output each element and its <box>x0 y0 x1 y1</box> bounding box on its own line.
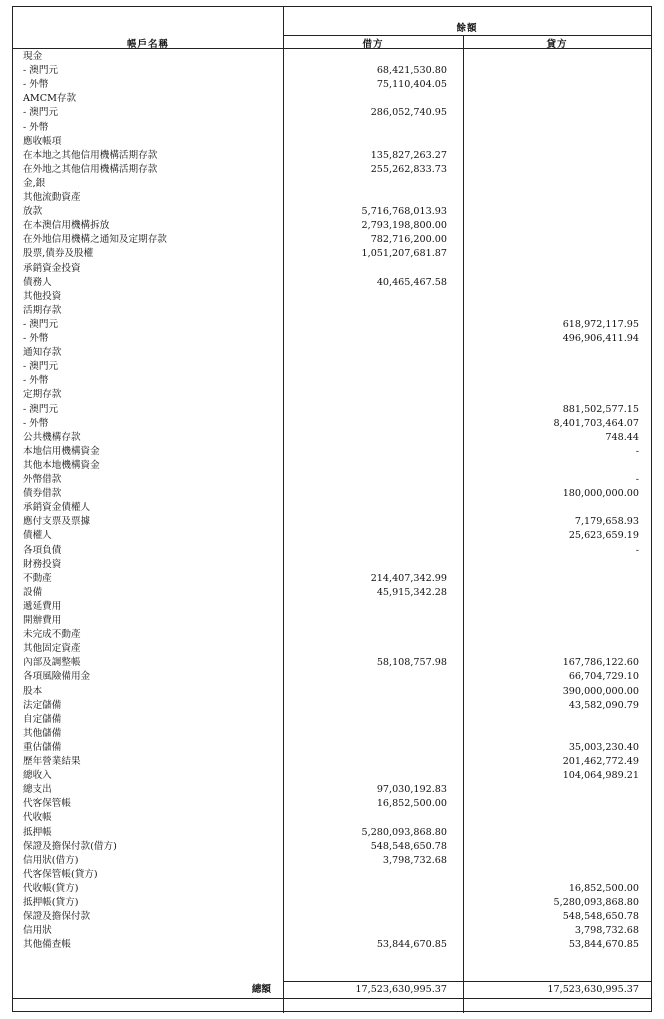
account-name: 其他投資 <box>23 290 62 302</box>
account-name: 債務人 <box>23 276 52 288</box>
table-row <box>13 403 651 417</box>
account-name: - 澳門元 <box>23 65 59 77</box>
account-name: 遞延費用 <box>23 600 62 612</box>
table-row <box>13 346 651 360</box>
account-name: 其他固定資產 <box>23 643 81 655</box>
debit-value: 548,548,650.78 <box>370 840 447 852</box>
account-name: 抵押帳(貸方) <box>23 897 79 908</box>
table-row <box>13 473 651 487</box>
account-name: 信用狀(借方) <box>23 854 79 866</box>
account-name: 法定儲備 <box>23 699 62 711</box>
credit-value: 201,462,772.49 <box>562 756 639 767</box>
table-row <box>13 544 651 558</box>
debit-value: 255,262,833.73 <box>370 163 447 175</box>
account-name: 總收入 <box>23 770 52 782</box>
table-row <box>13 149 651 163</box>
account-name: 信用狀 <box>23 925 52 937</box>
account-name: 其他儲備 <box>23 727 62 739</box>
table-row <box>13 121 651 135</box>
account-name: 應付支票及票據 <box>23 516 91 528</box>
account-name: 歷年營業結果 <box>23 756 81 767</box>
account-name: 活期存款 <box>23 304 62 316</box>
account-name-header: 帳戶名稱 <box>126 39 169 50</box>
debit-value: 5,280,093,868.80 <box>361 826 447 838</box>
account-name: 在外地信用機構之通知及定期存款 <box>23 234 167 246</box>
credit-value: 104,064,989.21 <box>562 770 639 782</box>
account-name: - 澳門元 <box>23 403 59 415</box>
account-name: 其他備查帳 <box>23 939 71 951</box>
account-name: 本地信用機構資金 <box>23 445 100 457</box>
table-row <box>13 741 651 755</box>
debit-value: 782,716,200.00 <box>370 234 447 246</box>
account-name: 債權人 <box>23 530 52 542</box>
table-row <box>13 177 651 191</box>
debit-value: 40,465,467.58 <box>376 276 447 288</box>
account-name: 總支出 <box>23 784 52 796</box>
table-row <box>13 670 651 684</box>
account-name: 股本 <box>23 685 43 697</box>
account-name: 承銷資金投資 <box>23 262 81 274</box>
table-row <box>13 332 651 346</box>
credit-header: 貸方 <box>546 39 568 50</box>
table-row <box>13 628 651 642</box>
account-name: - 澳門元 <box>23 318 59 330</box>
debit-value: 3,798,732.68 <box>382 854 447 866</box>
table-row <box>13 558 651 572</box>
table-row <box>13 656 651 670</box>
account-name: 保證及擔保付款 <box>23 911 91 923</box>
credit-value: - <box>635 474 639 485</box>
credit-value: - <box>635 544 639 556</box>
account-name: 各項負債 <box>23 544 62 556</box>
credit-value: 390,000,000.00 <box>562 685 639 697</box>
credit-value: 7,179,658.93 <box>574 516 639 528</box>
trial-balance-table <box>12 6 652 1012</box>
account-name: - 外幣 <box>23 375 49 387</box>
credit-value: 66,704,729.10 <box>568 671 639 683</box>
table-row <box>13 713 651 727</box>
table-row <box>13 374 651 388</box>
balance-header: 餘額 <box>456 23 478 34</box>
table-row <box>13 262 651 276</box>
debit-value: 75,110,404.05 <box>376 79 447 91</box>
total-debit: 17,523,630,995.37 <box>355 984 447 995</box>
table-row <box>13 247 651 261</box>
account-name: 其他本地機構資金 <box>23 459 100 471</box>
table-row <box>13 92 651 106</box>
table-row <box>13 910 651 924</box>
debit-value: 5,716,768,013.93 <box>361 206 447 218</box>
credit-value: 167,786,122.60 <box>562 657 639 669</box>
account-name: 現金 <box>23 51 43 62</box>
account-name: 公共機構存款 <box>23 431 81 443</box>
credit-value: 8,401,703,464.07 <box>553 417 639 429</box>
account-name: - 外幣 <box>23 121 49 133</box>
table-row <box>13 205 651 219</box>
credit-value: 548,548,650.78 <box>562 911 639 923</box>
credit-value: 3,798,732.68 <box>574 925 639 937</box>
table-row <box>13 685 651 699</box>
credit-value: - <box>635 445 639 457</box>
account-name: 保證及擔保付款(借方) <box>23 840 117 852</box>
credit-value: 748.44 <box>605 431 639 443</box>
credit-value: 881,502,577.15 <box>562 403 639 415</box>
table-row <box>13 360 651 374</box>
account-name: AMCM存款 <box>23 93 77 105</box>
table-row <box>13 487 651 501</box>
table-row <box>13 106 651 120</box>
debit-value: 97,030,192.83 <box>376 784 447 796</box>
table-row <box>13 896 651 910</box>
account-name: - 澳門元 <box>23 361 59 373</box>
table-row <box>13 938 651 952</box>
table-row <box>13 769 651 783</box>
table-row <box>13 600 651 614</box>
debit-value: 68,421,530.80 <box>376 65 447 77</box>
table-row <box>13 64 651 78</box>
debit-value: 16,852,500.00 <box>376 798 447 810</box>
table-row <box>13 135 651 149</box>
account-name: 代收帳 <box>23 812 52 824</box>
table-row <box>13 50 651 64</box>
account-name: 債券借款 <box>23 488 62 500</box>
account-name: 代客保管帳(貸方) <box>23 868 98 880</box>
account-name: 開辦費用 <box>23 615 62 626</box>
account-name: 設備 <box>23 586 43 598</box>
account-name: 在外地之其他信用機構活期存款 <box>23 163 158 175</box>
account-name: 未完成不動產 <box>23 629 81 641</box>
total-credit: 17,523,630,995.37 <box>547 984 639 995</box>
table-row <box>13 191 651 205</box>
table-row <box>13 840 651 854</box>
account-name: 自定儲備 <box>23 713 62 725</box>
account-name: 在本澳信用機構拆放 <box>23 220 110 232</box>
table-row <box>13 826 651 840</box>
table-row <box>13 388 651 402</box>
table-row <box>13 515 651 529</box>
table-row <box>13 219 651 233</box>
account-name: - 外幣 <box>23 79 49 91</box>
table-row <box>13 586 651 600</box>
table-row <box>13 783 651 797</box>
table-row <box>13 417 651 431</box>
account-name: 不動產 <box>23 572 52 584</box>
table-row <box>13 290 651 304</box>
table-row <box>13 882 651 896</box>
credit-value: 496,906,411.94 <box>562 333 639 344</box>
account-name: 財務投資 <box>23 558 62 570</box>
table-row <box>13 727 651 741</box>
credit-value: 35,003,230.40 <box>568 741 639 753</box>
table-row <box>13 459 651 473</box>
account-name: - 外幣 <box>23 333 49 344</box>
account-name: 股票,債券及股權 <box>23 248 94 260</box>
table-row <box>13 614 651 628</box>
account-name: 承銷資金債權人 <box>23 502 91 514</box>
table-row <box>13 445 651 459</box>
account-name: - 外幣 <box>23 417 49 429</box>
total-label: 總額 <box>251 984 271 995</box>
table-row <box>13 431 651 445</box>
credit-value: 25,623,659.19 <box>568 530 639 542</box>
table-row <box>13 163 651 177</box>
debit-value: 1,051,207,681.87 <box>361 248 447 260</box>
table-row <box>13 78 651 92</box>
table-row <box>13 924 651 938</box>
debit-header: 借方 <box>362 39 384 50</box>
table-row <box>13 318 651 332</box>
table-row <box>13 572 651 586</box>
account-name: 重估儲備 <box>23 741 62 753</box>
debit-value: 135,827,263.27 <box>370 149 447 161</box>
account-name: 放款 <box>23 206 43 218</box>
debit-value: 286,052,740.95 <box>370 107 447 119</box>
account-name: 各項風險備用金 <box>23 671 91 683</box>
total-rule-bottom <box>13 998 651 999</box>
table-row <box>13 501 651 515</box>
account-name: 金,銀 <box>23 177 46 189</box>
account-name: 代客保管帳 <box>23 798 71 810</box>
credit-value: 53,844,670.85 <box>568 939 639 951</box>
table-row <box>13 854 651 868</box>
account-name: 在本地之其他信用機構活期存款 <box>23 149 158 161</box>
credit-value: 618,972,117.95 <box>562 318 639 330</box>
debit-value: 214,407,342.99 <box>370 572 447 584</box>
table-row <box>13 755 651 769</box>
table-row <box>13 276 651 290</box>
debit-value: 2,793,198,800.00 <box>361 220 447 232</box>
credit-value: 43,582,090.79 <box>568 699 639 711</box>
total-row <box>13 982 651 997</box>
account-name: - 澳門元 <box>23 107 59 119</box>
account-name: 其他流動資產 <box>23 192 81 203</box>
debit-value: 53,844,670.85 <box>376 939 447 951</box>
account-name: 抵押帳 <box>23 826 52 838</box>
table-row <box>13 529 651 543</box>
debit-value: 45,915,342.28 <box>376 586 447 598</box>
table-row <box>13 811 651 825</box>
table-row <box>13 233 651 247</box>
account-name: 應收帳項 <box>23 135 62 147</box>
debit-value: 58,108,757.98 <box>376 657 447 669</box>
table-row <box>13 699 651 713</box>
account-name: 內部及調整帳 <box>23 657 81 669</box>
table-row <box>13 304 651 318</box>
credit-value: 5,280,093,868.80 <box>553 897 639 908</box>
table-row <box>13 797 651 811</box>
credit-value: 16,852,500.00 <box>568 882 639 894</box>
account-name: 外幣借款 <box>23 474 62 485</box>
account-name: 通知存款 <box>23 347 62 359</box>
account-name: 定期存款 <box>23 389 62 401</box>
account-name: 代收帳(貸方) <box>23 882 79 894</box>
credit-value: 180,000,000.00 <box>562 488 639 500</box>
table-row <box>13 642 651 656</box>
table-row <box>13 868 651 882</box>
